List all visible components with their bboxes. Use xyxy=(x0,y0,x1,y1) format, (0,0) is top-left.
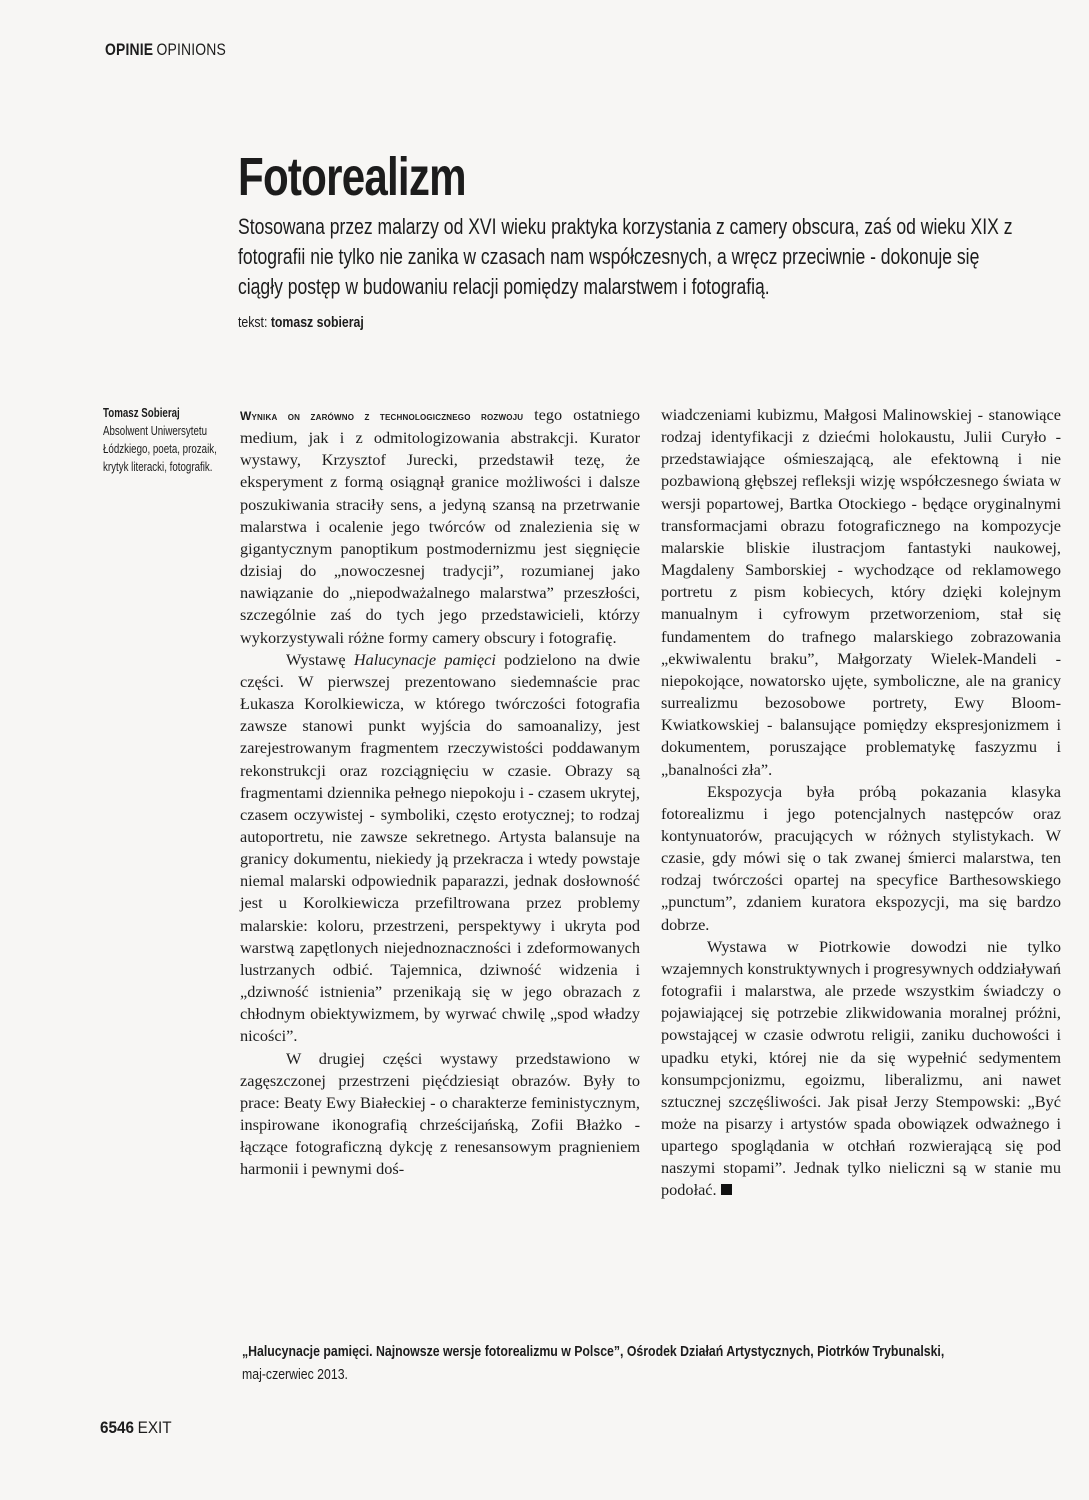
section-header xyxy=(105,40,226,60)
paragraph: W drugiej części wystawy przedstawiono w zagęszczonej przestrzeni pięćdziesiąt obrazów. Były to prace: Beaty Ewy Białeckiej - o charakterze feministycznym, inspirowane ikonografią chrześcijańską, Zofii Błażko - łączące fotograficzną dykcję z renesansowym pragnieniem harmonii i pewnymi doś- xyxy=(240,1048,640,1179)
paragraph xyxy=(240,404,640,649)
paragraph xyxy=(240,649,640,1048)
exhibition-footnote xyxy=(242,1340,1062,1386)
footnote-date: maj-czerwiec 2013. xyxy=(242,1366,348,1383)
paragraph xyxy=(661,936,1061,1202)
paragraph: Ekspozycja była próbą pokazania klasyka fotorealizmu i jego potencjalnych następców oraz kontynuatorów, pracujących w różnych stylistykach. W czasie, gdy mówi się o tak zwanej śmierci malarstwa, ten rodzaj twórczości opartej na specyfice Barthesowskiego „punctum”, zdaniem kuratora ekspozycji, ma się bardzo dobrze. xyxy=(661,781,1061,934)
article-title: Fotorealizm xyxy=(238,147,466,207)
footnote-title: „Halucynacje pamięci. Najnowsze wersje fotorealizmu w Polsce”, Ośrodek Działań Artystycznych, Piotrków Trybunalski, xyxy=(242,1343,945,1360)
body-column-1 xyxy=(240,404,640,1180)
byline-label: tekst: xyxy=(238,314,268,331)
paragraph-text: Wystawę xyxy=(286,649,354,669)
end-of-article-mark xyxy=(721,1184,732,1195)
section-label-pl: OPINIE xyxy=(105,40,154,59)
section-label-en: OPINIONS xyxy=(156,40,227,59)
paragraph-text: tego ostatniego medium, jak i z odmitologizowania abstrakcji. Kurator wystawy, Krzysztof Jurecki, przedstawił tezę, że eksperyment z formą osiągnął granice możliwości i dalsze poszukiwania straciły sens, a jedyną szansą na przetrwanie malarstwa i ocalenie jego twórców od znalezienia się w gigantycznym panoptikum postmodernizmu jest sięgnięcie dzisiaj do „nowoczesnej tradycji”, rozumianej jako nawiązanie do „niepodważalnego malarstwa” przeszłości, szczególnie zaś do tych jego przedstawicieli, którzy wykorzystywali różne formy camery obscury i fotografię. xyxy=(240,405,640,647)
article-lead: Stosowana przez malarzy od XVI wieku praktyka korzystania z camery obscura, zaś od wieku XIX z fotografii nie tylko nie zanika w czasach nam współczesnych, a wręcz przeciwnie - dokonuje się ciągły postęp w budowaniu relacji pomiędzy malarstwem i fotografią. xyxy=(238,214,1013,299)
byline xyxy=(238,314,364,331)
magazine-name: EXIT xyxy=(137,1418,172,1437)
lead-in-smallcaps: Wynika on zarówno z technologicznego rozwoju xyxy=(240,409,524,423)
author-bio xyxy=(103,404,228,476)
author-name: Tomasz Sobieraj xyxy=(103,406,180,420)
page-folio xyxy=(100,1418,172,1438)
body-column-2 xyxy=(661,404,1061,1202)
page-number: 6546 xyxy=(100,1418,135,1437)
byline-author: tomasz sobieraj xyxy=(270,314,364,331)
paragraph-text: Wystawa w Piotrkowie dowodzi nie tylko wzajemnych konstruktywnych i progresywnych oddziaływań fotografii i malarstwa, ale przede wszystkim świadczy o pojawiającej się potrzebie zlikwidowania moralnej próżni, powstającej w czasie odwrotu religii, zaniku duchowości i upadku etyki, której nie da się wypełnić sedymentem konsumpcjonizmu, egoizmu, liberalizmu, ani nawet sztucznej szczęśliwości. Jak pisał Jerzy Stempowski: „Być może na pisarzy i artystów spada obowiązek odważnego i upartego spoglądania w otchłań rozwierającą się pod naszymi stopami”. Jednak tylko nieliczni są w stanie mu podołać. xyxy=(661,936,1061,1200)
paragraph-text: podzielono na dwie części. W pierwszej prezentowano siedemnaście prac Łukasza Korolkiewicza, w którego twórczości fotografia zawsze stanowi punkt wyjścia do samoanalizy, jest zarejestrowanym fragmentem rzeczywistości poddawanym rekonstrukcji oraz rozciągnięciu w czasie. Obrazy są fragmentami dziennika pełnego niepokoju i - czasem ukrytej, czasem oczywistej - symboliki, często erotycznej; to rodzaj autoportretu, nie zawsze sekretnego. Artysta balansuje na granicy dokumentu, niekiedy ją przekracza i wtedy powstaje niemal malarski odpowiednik paparazzi, jednak dosłowność jest u Korolkiewicza przefiltrowana przez problemy malarskie: koloru, przestrzeni, perspektywy i ukryta pod warstwą zapętlonych niejednoznaczności i zdeformowanych lustrzanych odbić. Tajemnica, dziwność widzenia i „dziwność istnienia” przenikają się w jego obrazach z chłodnym obiektywizmem, by wyrwać chwilę „spod władzy nicości”. xyxy=(240,649,640,1046)
exhibition-title: Halucynacje pamięci xyxy=(353,649,496,669)
author-description: Absolwent Uniwersytetu Łódzkiego, poeta, prozaik, krytyk literacki, fotografik. xyxy=(103,424,217,474)
paragraph: wiadczeniami kubizmu, Małgosi Malinowskiej - stanowiące rodzaj identyfikacji z dziećmi holokaustu, Julii Curyło - przedstawiające ośmieszającą, ale efektowną i nie pozbawioną głębszej refleksji wizję współczesnego świata w wersji popartowej, Bartka Otockiego - będące oryginalnymi transformacjami obrazu fotograficznego na kompozycje malarskie bliskie ilustracjom fantastyki naukowej, Magdaleny Samborskiej - wychodzące od reklamowego portretu z pism kobiecych, który dzięki kolejnym manualnym i cyfrowym przetworzeniom, stał się fundamentem do trafnego malarskiego zobrazowania „ekwiwalentu braku”, Małgorzaty Wielek-Mandeli - niepokojące, nowatorsko ujęte, symboliczne, ale na granicy surrealizmu bezosobowe portrety, Ewy Bloom-Kwiatkowskiej - balansujące pomiędzy ekspresjonizmem i dokumentem, poruszające problematykę faszyzmu i „banalności zła”. xyxy=(661,405,1061,779)
